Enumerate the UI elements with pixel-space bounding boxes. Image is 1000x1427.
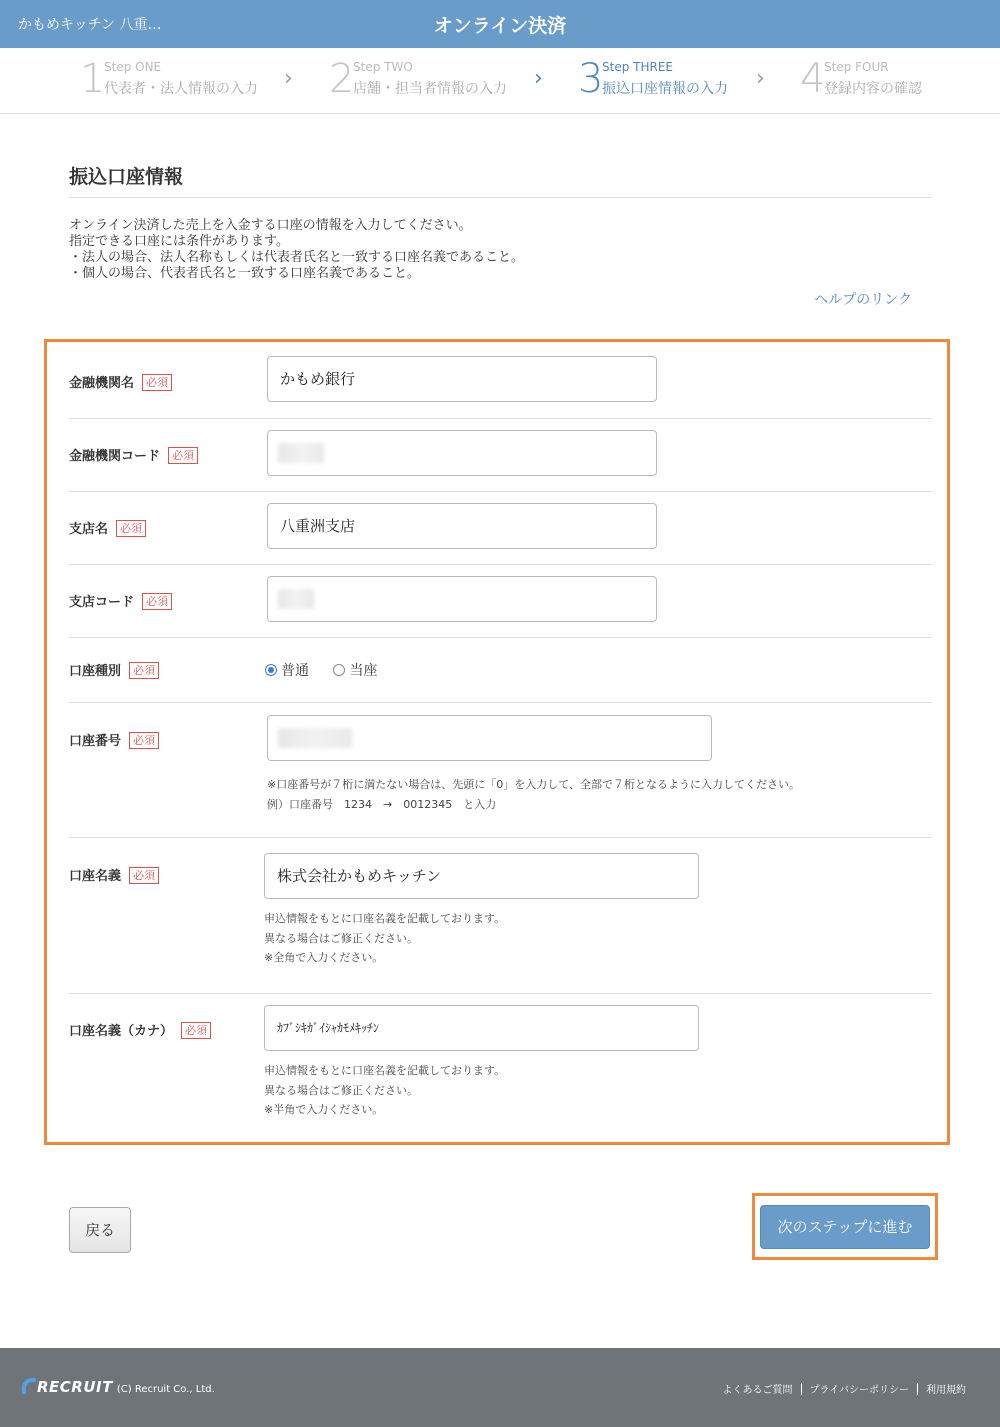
account-type-label: 口座種別 必須 — [69, 660, 159, 679]
footer-link-faq[interactable]: よくあるご質問 — [722, 1385, 793, 1396]
branch-name-label: 支店名 必須 — [69, 518, 146, 537]
step-sub: Step ONE — [104, 60, 162, 74]
bank-name-label: 金融機関名 必須 — [69, 372, 172, 391]
radio-unchecked-icon — [333, 664, 345, 676]
required-badge: 必須 — [168, 447, 198, 464]
radio-checked-icon — [265, 664, 277, 676]
help-link[interactable]: ヘルプのリンク — [814, 292, 912, 308]
bank-code-input[interactable] — [267, 430, 657, 476]
page-title: オンライン決済 — [433, 15, 567, 37]
required-badge: 必須 — [142, 593, 172, 610]
chevron-right-icon: › — [756, 66, 765, 91]
form-row-account-type — [69, 638, 932, 703]
redacted-value — [278, 443, 324, 463]
form-row-branch-code — [69, 565, 932, 638]
chevron-right-icon: › — [534, 66, 543, 91]
account-holder-input[interactable]: 株式会社かもめキッチン — [264, 853, 699, 899]
divider — [69, 197, 932, 198]
copyright: (C) Recruit Co., Ltd. — [116, 1384, 215, 1395]
form-row-bank-name — [69, 342, 932, 419]
step-number: 1 — [80, 56, 106, 102]
footer-links — [717, 1381, 973, 1396]
required-badge: 必須 — [116, 520, 146, 537]
recruit-logo-icon — [22, 1378, 36, 1394]
form-row-account-holder — [69, 838, 932, 994]
intro-text — [69, 218, 524, 282]
required-badge: 必須 — [142, 374, 172, 391]
bank-account-form — [44, 339, 950, 1145]
step-number: 2 — [329, 56, 355, 102]
intro-line: 指定できる口座には条件があります。 — [69, 234, 289, 249]
form-row-account-holder-kana — [69, 994, 932, 1144]
account-holder-kana-note: 申込情報をもとに口座名義を記載しております。 異なる場合はご修正ください。 ※半角で入力ください。 — [264, 1064, 506, 1116]
footer-link-privacy[interactable]: プライバシーポリシー — [809, 1385, 909, 1396]
step-label: 登録内容の確認 — [824, 81, 922, 97]
account-number-input[interactable] — [267, 715, 712, 761]
step-number: 3 — [578, 56, 604, 102]
step-sub: Step TWO — [353, 60, 413, 74]
store-name: かもめキッチン 八重… — [18, 17, 162, 33]
required-badge: 必須 — [129, 867, 159, 884]
section-title: 振込口座情報 — [69, 166, 184, 188]
next-button-highlight — [752, 1193, 938, 1260]
account-number-note: ※口座番号が７桁に満たない場合は、先頭に「0」を入力して、全部で７桁となるように入力してください。 例）口座番号 1234 → 0012345 と入力 — [267, 778, 800, 811]
back-button[interactable]: 戻る — [69, 1207, 131, 1253]
account-type-radio-toza[interactable]: 当座 — [333, 660, 377, 680]
form-row-account-number — [69, 703, 932, 838]
step-label: 振込口座情報の入力 — [602, 81, 728, 97]
branch-code-label: 支店コード 必須 — [69, 591, 172, 610]
bank-name-input[interactable]: かもめ銀行 — [267, 356, 657, 402]
next-step-button[interactable]: 次のステップに進む — [760, 1205, 930, 1249]
required-badge: 必須 — [181, 1022, 211, 1039]
intro-line: ・個人の場合、代表者氏名と一致する口座名義であること。 — [69, 266, 421, 281]
footer-link-terms[interactable]: 利用規約 — [926, 1385, 966, 1396]
intro-line: オンライン決済した売上を入金する口座の情報を入力してください。 — [69, 218, 472, 233]
footer — [0, 1348, 1000, 1427]
required-badge: 必須 — [129, 732, 159, 749]
header-bar — [0, 0, 1000, 48]
account-holder-kana-label: 口座名義（カナ） 必須 — [69, 1020, 211, 1039]
account-type-radio-group — [265, 660, 397, 680]
step-label: 代表者・法人情報の入力 — [104, 81, 258, 97]
step-sub: Step THREE — [602, 60, 673, 74]
chevron-right-icon: › — [284, 66, 293, 91]
account-type-radio-futsu[interactable]: 普通 — [265, 660, 309, 680]
step-label: 店舗・担当者情報の入力 — [353, 81, 507, 97]
bank-code-label: 金融機関コード 必須 — [69, 445, 198, 464]
step-number: 4 — [800, 56, 826, 102]
account-holder-note: 申込情報をもとに口座名義を記載しております。 異なる場合はご修正ください。 ※全角で入力ください。 — [264, 912, 506, 964]
divider — [917, 1383, 918, 1395]
step-sub: Step FOUR — [824, 60, 889, 74]
account-number-label: 口座番号 必須 — [69, 730, 159, 749]
branch-name-input[interactable]: 八重洲支店 — [267, 503, 657, 549]
divider — [801, 1383, 802, 1395]
redacted-value — [278, 589, 314, 609]
account-holder-label: 口座名義 必須 — [69, 865, 159, 884]
step-indicator — [0, 48, 1000, 114]
intro-line: ・法人の場合、法人名称もしくは代表者氏名と一致する口座名義であること。 — [69, 250, 525, 265]
required-badge: 必須 — [129, 662, 159, 679]
redacted-value — [278, 728, 352, 748]
account-holder-kana-input[interactable]: ｶﾌﾞｼｷｶﾞｲｼｬｶﾓﾒｷｯﾁﾝ — [264, 1005, 699, 1051]
branch-code-input[interactable] — [267, 576, 657, 622]
recruit-logo: RECRUIT (C) Recruit Co., Ltd. — [22, 1378, 215, 1396]
form-row-branch-name — [69, 492, 932, 565]
form-row-bank-code — [69, 419, 932, 492]
